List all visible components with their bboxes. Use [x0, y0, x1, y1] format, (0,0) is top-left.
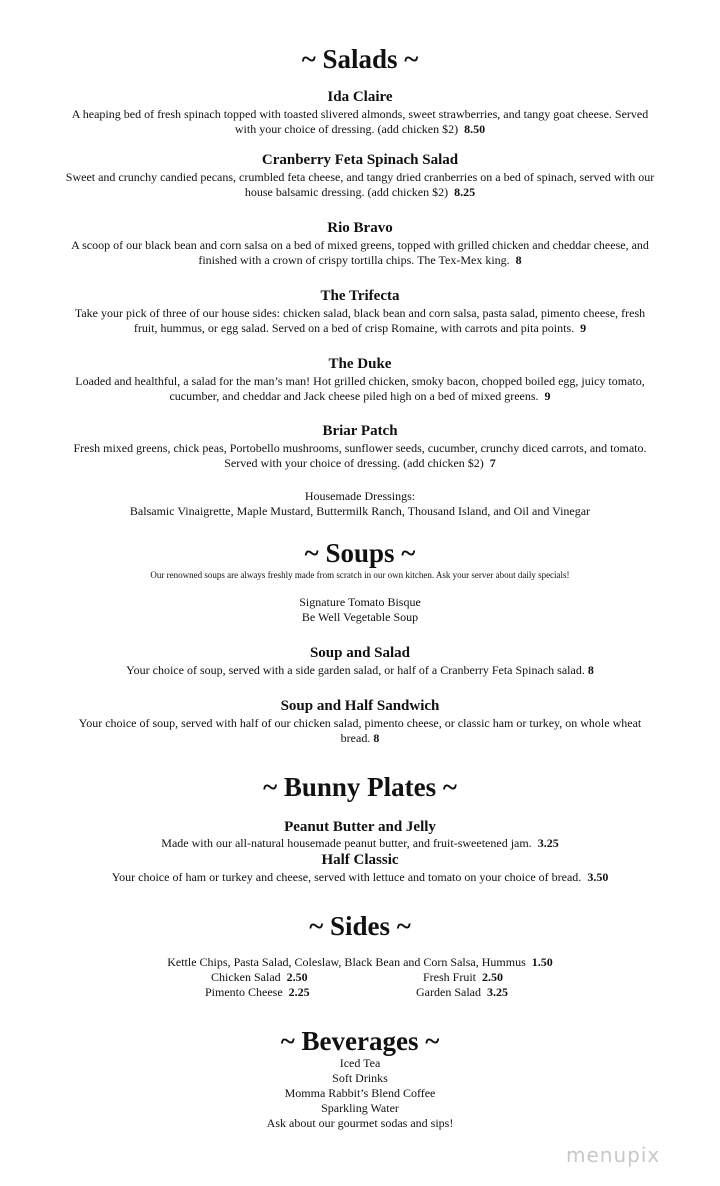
- soup-and-salad-line-1: Your choice of soup, served with a side garden salad, or half of a Cranberry Feta Spinach salad.: [126, 663, 585, 677]
- side-item-name: Pimento Cheese: [205, 985, 283, 999]
- cranberry-feta-price: 8.25: [454, 185, 476, 199]
- rio-bravo-line-2: finished with a crown of crispy tortilla chips. The Tex-Mex king.: [198, 253, 510, 267]
- menupix-watermark: menupix: [566, 1143, 661, 1167]
- side-item: [423, 970, 503, 985]
- rio-bravo-name: Rio Bravo: [327, 220, 393, 236]
- soup-and-salad-name: Soup and Salad: [309, 645, 411, 661]
- beverage-item: Sparkling Water: [321, 1101, 399, 1115]
- soup-half-sandwich-line-2: bread.: [340, 731, 371, 745]
- half-classic-price: 3.50: [587, 870, 609, 884]
- pbj-line-1: Made with our all-natural housemade peanut butter, and fruit-sweetened jam.: [161, 836, 532, 850]
- soup-and-salad-price: 8: [587, 663, 594, 677]
- trifecta-line-2: fruit, hummus, or egg salad. Served on a bed of crisp Romaine, with carrots and pita points.: [133, 321, 575, 335]
- side-item-price: 2.50: [482, 970, 504, 984]
- side-item-price: 3.25: [486, 985, 508, 999]
- trifecta-price: 9: [580, 321, 587, 335]
- side-item: [205, 985, 310, 1000]
- side-item-price: 2.25: [288, 985, 310, 999]
- rio-bravo-price: 8: [515, 253, 522, 267]
- ida-claire-price: 8.50: [464, 122, 486, 136]
- half-classic-description: [36, 870, 684, 885]
- duke-price: 9: [544, 389, 551, 403]
- briar-patch-price: 7: [489, 456, 496, 470]
- beverages-title: ~ Beverages ~: [280, 1026, 440, 1056]
- soup-half-sandwich-line-1: Your choice of soup, served with half of our chicken salad, pimento cheese, or classic ham or turkey, on whole wheat: [78, 716, 642, 730]
- sides-main-line: [0, 955, 720, 970]
- side-item-name: Fresh Fruit: [423, 970, 477, 984]
- soup-half-sandwich-name: Soup and Half Sandwich: [280, 698, 440, 714]
- ida-claire-name: Ida Claire: [327, 89, 393, 105]
- salads-title: ~ Salads ~: [301, 44, 419, 74]
- cranberry-feta-name: Cranberry Feta Spinach Salad: [261, 152, 459, 168]
- side-item: [211, 970, 308, 985]
- briar-patch-line-2: Served with your choice of dressing. (add chicken $2): [224, 456, 484, 470]
- beverage-item: Iced Tea: [339, 1056, 381, 1070]
- soup-list-item: Be Well Vegetable Soup: [301, 610, 419, 624]
- soup-half-sandwich-price: 8: [373, 731, 380, 745]
- pbj-price: 3.25: [537, 836, 559, 850]
- briar-patch-name: Briar Patch: [322, 423, 398, 439]
- trifecta-name: The Trifecta: [320, 288, 400, 304]
- side-item-name: Garden Salad: [416, 985, 481, 999]
- rio-bravo-line-1: A scoop of our black bean and corn salsa on a bed of mixed greens, topped with grilled chicken and cheddar cheese, and: [71, 238, 649, 252]
- trifecta-line-1: Take your pick of three of our house sides: chicken salad, black bean and corn salsa, pasta salad, pimento cheese, fresh: [74, 306, 646, 320]
- bunny-plates-title: ~ Bunny Plates ~: [263, 772, 457, 802]
- side-item-price: 2.50: [286, 970, 308, 984]
- cranberry-feta-line-2: house balsamic dressing. (add chicken $2): [244, 185, 449, 199]
- duke-description: [36, 374, 684, 404]
- soups-note: Our renowned soups are always freshly made from scratch in our own kitchen. Ask your server about daily specials!: [150, 570, 570, 580]
- dressings-list: Balsamic Vinaigrette, Maple Mustard, Buttermilk Ranch, Thousand Island, and Oil and Vinegar: [129, 504, 591, 518]
- dressings-label: Housemade Dressings:: [304, 489, 416, 503]
- beverage-item: Ask about our gourmet sodas and sips!: [266, 1116, 454, 1130]
- sides-main-price: 1.50: [531, 955, 553, 969]
- ida-claire-line-1: A heaping bed of fresh spinach topped with toasted slivered almonds, sweet strawberries, and tangy goat cheese. Served: [71, 107, 649, 121]
- half-classic-name: Half Classic: [321, 852, 399, 868]
- pbj-name: Peanut Butter and Jelly: [284, 819, 436, 835]
- soup-half-sandwich-description: [36, 716, 684, 746]
- soups-title: ~ Soups ~: [304, 538, 416, 568]
- beverage-item: Momma Rabbit’s Blend Coffee: [284, 1086, 436, 1100]
- briar-patch-line-1: Fresh mixed greens, chick peas, Portobello mushrooms, sunflower seeds, cucumber, crunchy diced carrots, and tomato.: [73, 441, 647, 455]
- side-item-name: Chicken Salad: [211, 970, 281, 984]
- ida-claire-description: [36, 107, 684, 137]
- soup-and-salad-description: [36, 663, 684, 678]
- cranberry-feta-line-1: Sweet and crunchy candied pecans, crumbled feta cheese, and tangy dried cranberries on a bed of spinach, served with our: [65, 170, 655, 184]
- pbj-description: [36, 836, 684, 851]
- trifecta-description: [36, 306, 684, 336]
- rio-bravo-description: [36, 238, 684, 268]
- duke-line-1: Loaded and healthful, a salad for the man’s man! Hot grilled chicken, smoky bacon, chopped boiled egg, juicy tomato,: [75, 374, 645, 388]
- beverage-item: Soft Drinks: [332, 1071, 388, 1085]
- duke-name: The Duke: [328, 356, 392, 372]
- ida-claire-line-2: with your choice of dressing. (add chicken $2): [234, 122, 459, 136]
- sides-main-text: Kettle Chips, Pasta Salad, Coleslaw, Black Bean and Corn Salsa, Hummus: [167, 955, 526, 969]
- duke-line-2: cucumber, and cheddar and Jack cheese piled high on a bed of mixed greens.: [169, 389, 539, 403]
- cranberry-feta-description: [36, 170, 684, 200]
- side-item: [416, 985, 508, 1000]
- sides-title: ~ Sides ~: [309, 911, 411, 941]
- soup-list-item: Signature Tomato Bisque: [299, 595, 421, 609]
- briar-patch-description: [36, 441, 684, 471]
- half-classic-line-1: Your choice of ham or turkey and cheese, served with lettuce and tomato on your choice of bread.: [111, 870, 582, 884]
